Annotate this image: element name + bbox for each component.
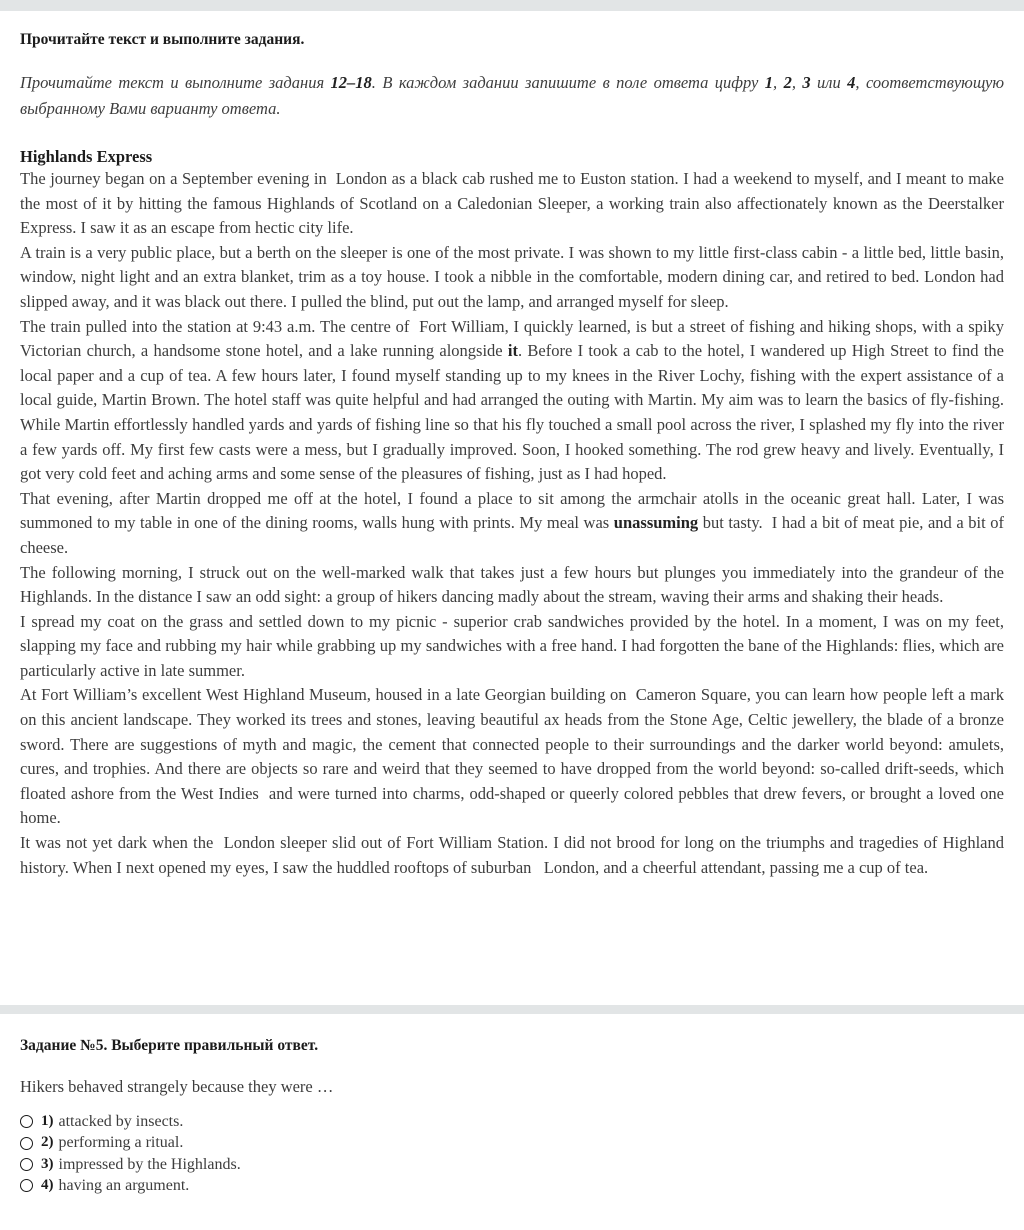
option-label: performing a ritual. <box>58 1134 184 1152</box>
text-segment: A train is a very public place, but a berth on the sleeper is one of the most private. I was shown to my little first-class cabin - a little bed, little basin, window, night light and an extra blanket, trim as a toy house. I took a nibble in the comfortable, modern dining car, and retired to bed. London had slipped away, and it was black out there. I pulled the blind, put out the lamp, and arranged myself for sleep. <box>20 242 1004 311</box>
answer-option[interactable] <box>20 1132 1004 1153</box>
text-segment: The journey began on a September evening in London as a black cab rushed me to Euston station. I had a weekend to myself, and I meant to make the most of it by hitting the famous Highlands of Scotland on a Caledonian Sleeper, a working train also affectionately known as the Deerstalker Express. I saw it as an escape from hectic city life. <box>20 169 1004 238</box>
article-paragraph <box>20 561 1004 610</box>
option-number: 1) <box>41 1113 54 1129</box>
reading-section <box>0 11 1024 967</box>
option-label: impressed by the Highlands. <box>58 1155 241 1173</box>
text-segment: или <box>810 73 848 92</box>
options-list <box>20 1111 1004 1197</box>
answer-option[interactable] <box>20 1175 1004 1196</box>
article-paragraph <box>20 167 1004 241</box>
bold-text: it <box>507 341 518 361</box>
answer-option[interactable] <box>20 1154 1004 1175</box>
bold-text: 2 <box>783 73 792 92</box>
option-number: 3) <box>41 1155 54 1172</box>
option-label: having an argument. <box>58 1177 190 1195</box>
article-paragraph <box>20 487 1004 561</box>
text-segment: , <box>791 73 803 92</box>
text-segment: At Fort William’s excellent West Highland Museum, housed in a late Georgian building on Cameron Square, you can learn how people left a mark on this ancient landscape. They worked its trees and stones, leaving beautiful ax heads from the Stone Age, Celtic jewellery, the blade of a bronze sword. There are suggestions of myth and magic, the cement that connected people to their surroundings and the darker world beyond: amulets, cures, and trophies. And there are objects so rare and weird that they seemed to have dropped from the world beyond: so-called drift-seeds, which floated ashore from the West Indies and were turned into charms, odd-shaped or queerly colored pebbles that drew fevers, or brought a loved one home. <box>20 685 1004 828</box>
question-text: Hikers behaved strangely because they were … <box>20 1077 334 1096</box>
radio-button-icon[interactable] <box>20 1137 33 1150</box>
article-paragraph <box>20 610 1004 684</box>
text-segment: but tasty. I had a bit of meat pie, and a bit of cheese. <box>20 513 1004 557</box>
task-section <box>0 1014 1024 1197</box>
text-segment: , соответствующую выбранному Вами варианту ответа. <box>20 73 1005 118</box>
option-label: attacked by insects. <box>58 1113 184 1130</box>
article-paragraph <box>20 241 1004 315</box>
top-divider <box>0 0 1024 11</box>
text-segment: The train pulled into the station at 9:43 a.m. The centre of Fort William, I quickly learned, is but a street of fishing and hiking shops, with a spiky Victorian church, a handsome stone hotel, and a lake running alongside <box>20 316 1004 361</box>
text-segment: . Before I took a cab to the hotel, I wandered up High Street to find the local paper and a cup of tea. A few hours later, I found myself standing up to my knees in the River Lochy, fishing with the expert assistance of a local guide, Martin Brown. The hotel staff was quite helpful and had arranged the outing with Martin. My aim was to learn the basics of fly-fishing. While Martin effortlessly handled yards and yards of fishing line so that his fly touched a small pool across the river, I splashed my fly into the river a few yards off. My first few casts were a mess, but I gradually improved. Soon, I hooked something. The rod grew heavy and lively. Eventually, I got very cold feet and aching arms and some sense of the pleasures of fishing, just as I had hoped. <box>20 341 1005 484</box>
section-divider <box>0 1005 1024 1014</box>
article-body <box>20 167 1004 967</box>
bold-text: unassuming <box>613 513 699 533</box>
bold-text: 1 <box>764 73 774 92</box>
bold-text: 4 <box>847 73 856 92</box>
option-number: 2) <box>41 1134 54 1151</box>
article-paragraph <box>20 315 1004 487</box>
text-segment: , <box>773 73 784 92</box>
task-heading: Задание №5. Выберите правильный ответ. <box>20 1037 319 1054</box>
radio-button-icon[interactable] <box>20 1179 33 1192</box>
intro-text <box>20 70 1004 122</box>
answer-option[interactable] <box>20 1111 1004 1132</box>
text-segment: It was not yet dark when the London sleeper slid out of Fort William Station. I did not brood for long on the triumphs and tragedies of Highland history. When I next opened my eyes, I saw the huddled rooftops of suburban London, and a cheerful attendant, passing me a cup of tea. <box>20 833 1004 877</box>
article-paragraph <box>20 831 1004 880</box>
radio-button-icon[interactable] <box>20 1115 33 1128</box>
text-segment: Прочитайте текст и выполните задания <box>20 73 331 92</box>
instructions-heading: Прочитайте текст и выполните задания. <box>20 31 305 48</box>
article-paragraph <box>20 683 1004 831</box>
text-segment: . В каждом задании запишите в поле ответа цифру <box>371 73 765 92</box>
text-segment: I spread my coat on the grass and settled down to my picnic - superior crab sandwiches provided by the hotel. In a moment, I was on my feet, slapping my face and rubbing my hair while grabbing up my sandwiches with a free hand. I had forgotten the bane of the Highlands: flies, which are particularly active in late summer. <box>20 611 1004 680</box>
text-segment: The following morning, I struck out on the well-marked walk that takes just a few hours but plunges you immediately into the grandeur of the Highlands. In the distance I saw an odd sight: a group of hikers dancing madly about the stream, waving their arms and shaking their heads. <box>20 562 1004 607</box>
text-segment: That evening, after Martin dropped me off at the hotel, I found a place to sit among the armchair atolls in the oceanic great hall. Later, I was summoned to my table in one of the dining rooms, walls hung with prints. My meal was <box>20 488 1004 533</box>
bold-text: 12–18 <box>330 73 372 92</box>
bold-text: 3 <box>802 73 811 92</box>
radio-button-icon[interactable] <box>20 1158 33 1171</box>
option-number: 4) <box>41 1177 54 1194</box>
article-title: Highlands Express <box>20 147 153 166</box>
